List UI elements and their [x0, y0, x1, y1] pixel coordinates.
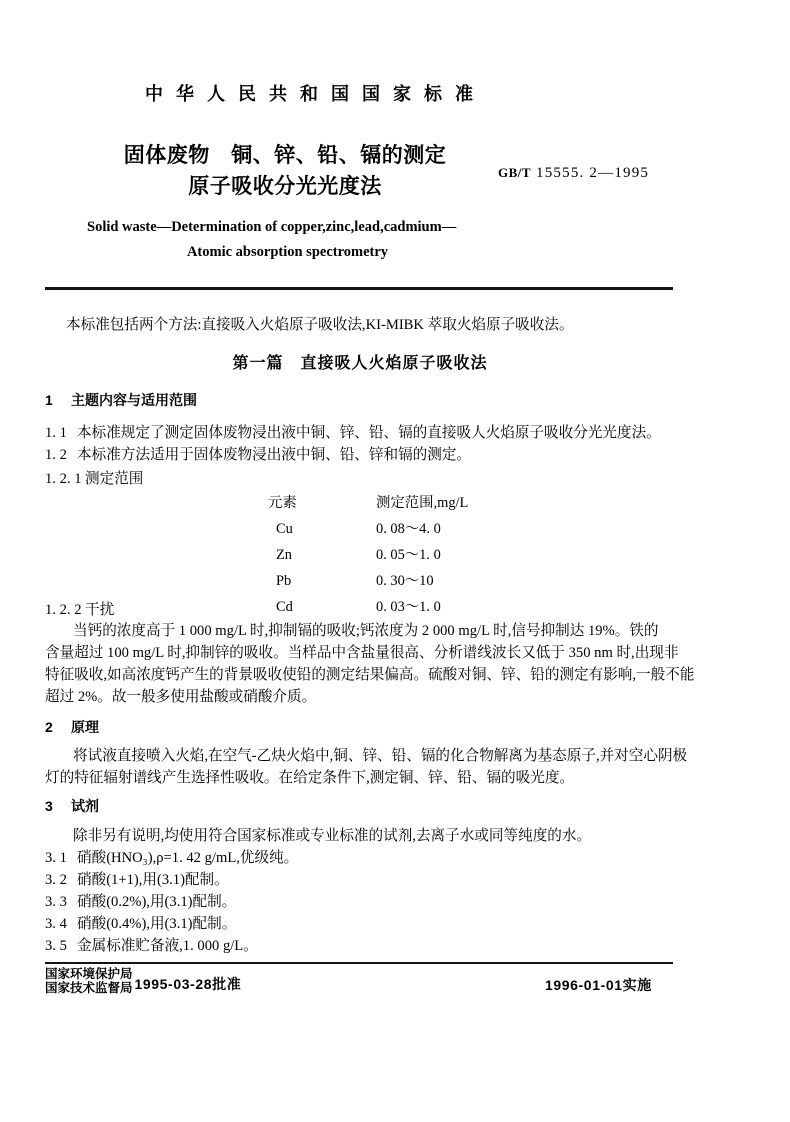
table-row: [268, 596, 516, 622]
reagent-3-2: [45, 869, 229, 891]
clause-1-1: [45, 422, 661, 444]
section-2-number: 2: [45, 719, 53, 735]
section-3-number: 3: [45, 798, 53, 814]
document-title: [45, 140, 525, 202]
paragraph-line: 除非另有说明,均使用符合国家标准或专业标准的试剂,去离子水或同等纯度的水。: [73, 828, 592, 844]
paragraph-line: 当钙的浓度高于 1 000 mg/L 时,抑制镉的吸收;钙浓度为 2 000 mg/L 时,信号抑制达 19%。铁的: [73, 623, 659, 639]
paragraph-line: 特征吸收,如高浓度钙产生的背景吸收使铅的测定结果偏高。硫酸对铜、锌、铅的测定有影响,一般不能: [45, 667, 695, 683]
section-heading-2: [45, 717, 99, 737]
reagent-3-5: [45, 935, 258, 957]
issuer-line-2: 国家技术监督局: [45, 981, 133, 995]
section-3-title: 试剂: [71, 798, 99, 814]
cell-range: 0. 30～10: [376, 573, 434, 589]
national-standard-label: 中 华 人 民 共 和 国 国 家 标 准: [145, 84, 478, 104]
reagent-3-3-number: 3. 3: [45, 894, 67, 910]
clause-1-2-text: 本标准方法适用于固体废物浸出液中铜、铅、锌和镉的测定。: [77, 447, 472, 463]
clause-1-1-number: 1. 1: [45, 425, 67, 441]
reagent-3-5-number: 3. 5: [45, 938, 67, 954]
footer-left-block: [45, 967, 241, 995]
column-header-range: 测定范围,mg/L: [376, 495, 469, 511]
paragraph-line: 灯的特征辐射谱线产生选择性吸收。在给定条件下,测定铜、锌、铅、镉的吸光度。: [45, 770, 575, 786]
clause-1-2-2-body: [45, 620, 695, 708]
table-header-row: [268, 492, 516, 518]
reagent-3-2-text: 硝酸(1+1),用(3.1)配制。: [77, 872, 229, 888]
clause-1-2-number: 1. 2: [45, 447, 67, 463]
clause-1-2-2-heading: [45, 598, 114, 619]
header-divider: [45, 287, 673, 290]
reagent-3-2-number: 3. 2: [45, 872, 67, 888]
clause-1-1-text: 本标准规定了测定固体废物浸出液中铜、锌、铅、镉的直接吸人火焰原子吸收分光光度法。: [77, 425, 661, 441]
reagent-3-4-number: 3. 4: [45, 916, 67, 932]
clause-1-2: [45, 444, 471, 466]
measurement-range-table: [268, 492, 516, 622]
clause-1-2-2-title: 干扰: [85, 602, 115, 618]
column-header-element: 元素: [268, 495, 297, 511]
section-3-lead: [45, 825, 685, 847]
clause-1-2-1-number: 1. 2. 1: [45, 471, 82, 487]
title-line-1: 固体废物 铜、锌、铅、镉的测定: [123, 144, 447, 167]
cell-range: 0. 03～1. 0: [376, 599, 441, 615]
english-title-line-2: Atomic absorption spectrometry: [186, 244, 389, 260]
cell-element: Pb: [276, 573, 292, 589]
table-row: [268, 570, 516, 596]
section-2-body: [45, 745, 688, 789]
reagent-3-1-text: 硝酸(HNO₃),ρ=1. 42 g/mL,优级纯。: [77, 850, 299, 866]
cell-range: 0. 08～4. 0: [376, 521, 441, 537]
table-row: [268, 544, 516, 570]
paragraph-line: 超过 2%。故一般多使用盐酸或硝酸介质。: [45, 689, 317, 705]
standard-prefix: GB/T: [498, 165, 532, 180]
reagent-3-3-text: 硝酸(0.2%),用(3.1)配制。: [77, 894, 237, 910]
paragraph-line: 将试液直接喷入火焰,在空气-乙炔火焰中,铜、锌、铅、镉的化合物解离为基态原子,并对空心阴极: [73, 748, 688, 764]
reagent-3-3: [45, 891, 236, 913]
section-1-title: 主题内容与适用范围: [71, 392, 197, 408]
cell-element: Zn: [276, 547, 292, 563]
cell-element: Cu: [276, 521, 293, 537]
part-heading: 第一篇 直接吸人火焰原子吸收法: [232, 355, 488, 372]
section-heading-3: [45, 796, 99, 816]
reagent-3-1: [45, 847, 298, 869]
reagent-3-1-number: 3. 1: [45, 850, 67, 866]
intro-paragraph: 本标准包括两个方法:直接吸入火焰原子吸收法,KI-MIBK 萃取火焰原子吸收法。: [66, 317, 574, 333]
issuer-line-1: 国家环境保护局: [45, 967, 133, 981]
section-heading-1: [45, 390, 197, 410]
reagent-3-4-text: 硝酸(0.4%),用(3.1)配制。: [77, 916, 237, 932]
clause-1-2-1-heading: [45, 467, 143, 488]
table-row: [268, 518, 516, 544]
title-line-2: 原子吸收分光光度法: [188, 175, 382, 198]
standard-number: [498, 165, 649, 182]
paragraph-line: 含量超过 100 mg/L 时,抑制锌的吸收。当样品中含盐量很高、分析谱线波长又低于 350 nm 时,出现非: [45, 645, 679, 661]
footer-divider: [45, 962, 673, 964]
standard-code: 15555. 2—1995: [536, 165, 650, 181]
cell-range: 0. 05～1. 0: [376, 547, 441, 563]
english-title: [45, 215, 530, 265]
section-1-number: 1: [45, 392, 53, 408]
clause-1-2-1-title: 测定范围: [85, 471, 144, 487]
clause-1-2-2-number: 1. 2. 2: [45, 602, 82, 618]
approval-date: 1995-03-28批准: [134, 976, 242, 992]
cell-element: Cd: [276, 599, 293, 615]
issuing-authorities: [45, 967, 133, 995]
reagent-3-5-text: 金属标准贮备液,1. 000 g/L。: [77, 938, 258, 954]
section-2-title: 原理: [71, 719, 99, 735]
english-title-line-1: Solid waste—Determination of copper,zinc,lead,cadmium—: [87, 219, 457, 235]
reagent-3-4: [45, 913, 236, 935]
effective-date: 1996-01-01实施: [545, 977, 652, 993]
